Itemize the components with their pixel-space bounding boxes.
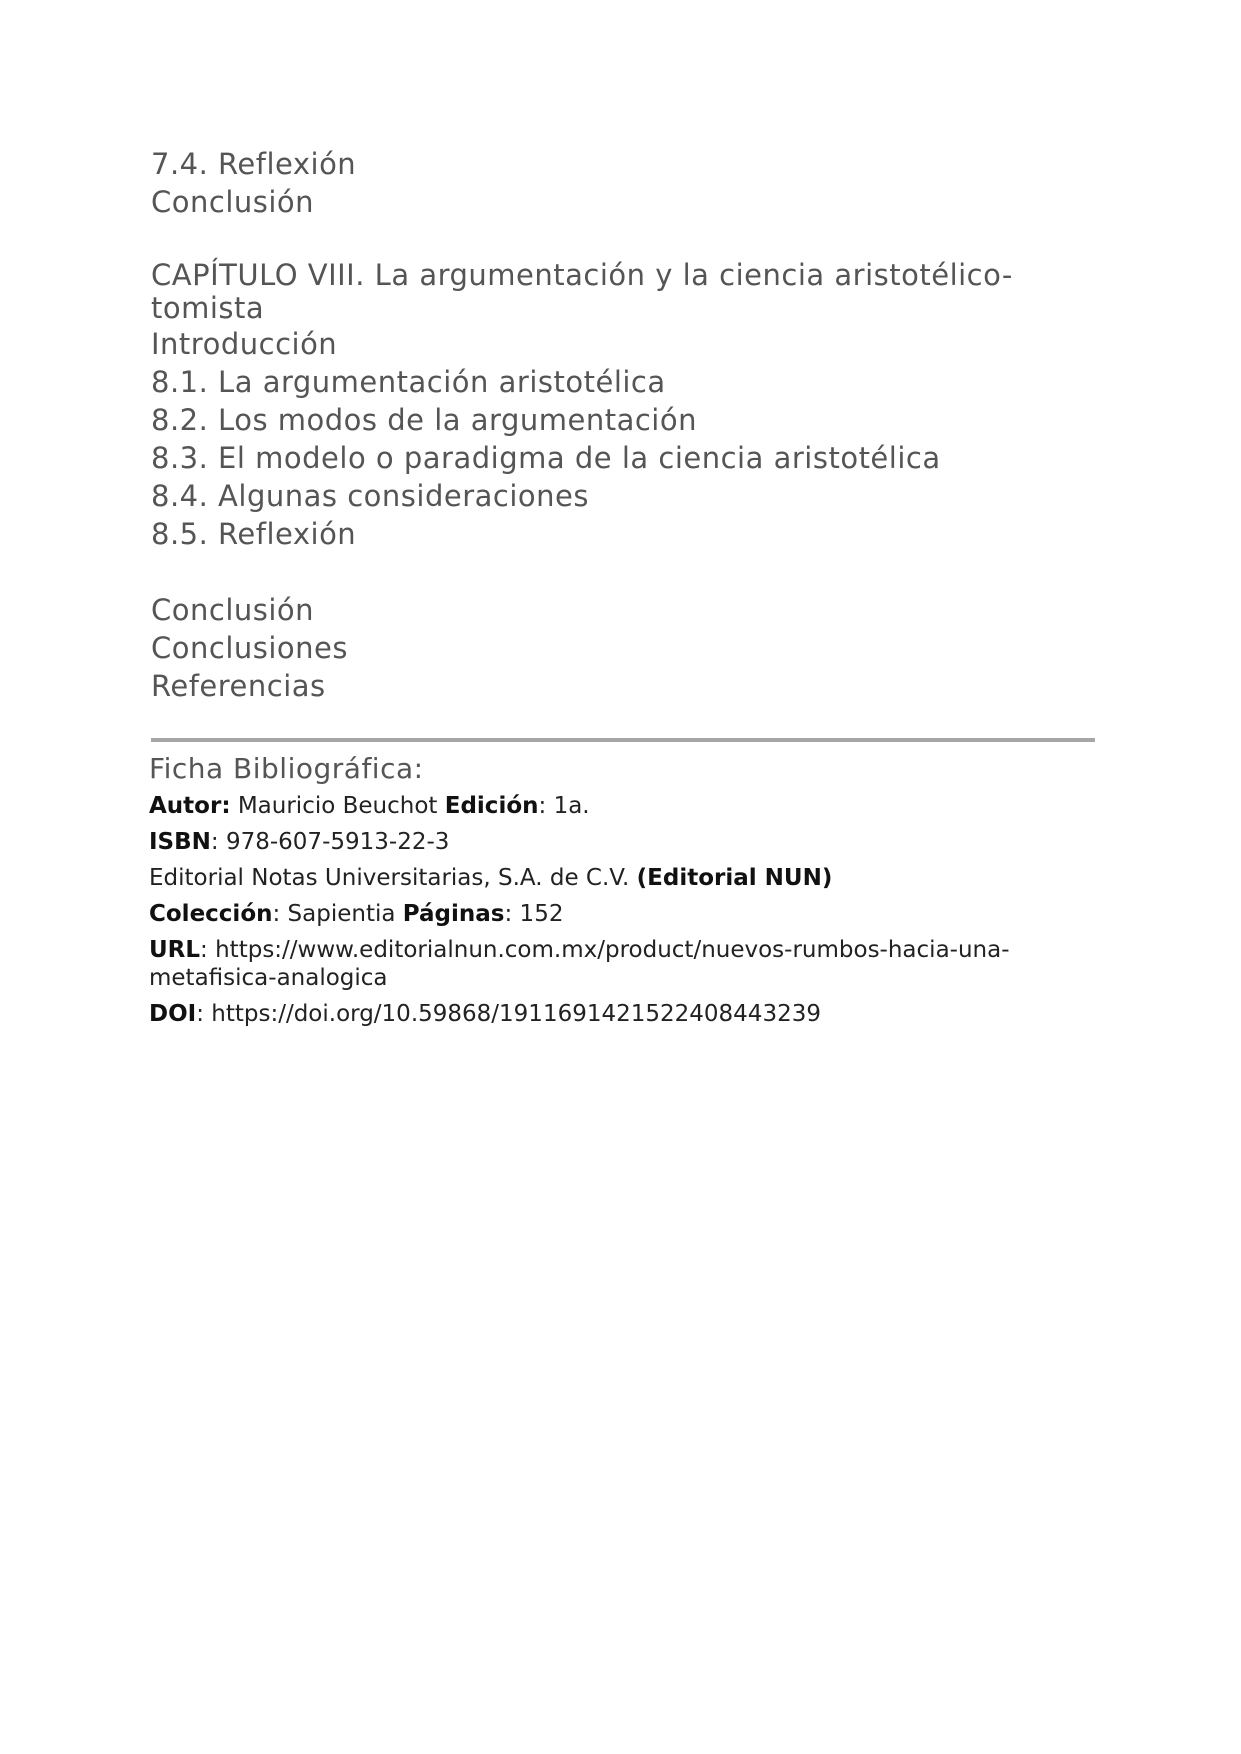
isbn-line <box>149 824 1089 860</box>
publisher-name: Editorial Notas Universitarias, S.A. de C.V. <box>149 865 637 891</box>
toc-entry: Referencias <box>151 669 326 703</box>
toc-entry: Introducción <box>151 327 338 361</box>
edition-value: : 1a. <box>538 793 590 819</box>
toc-entry: 8.2. Los modos de la argumentación <box>151 403 697 437</box>
toc-entry: Conclusión <box>151 185 315 219</box>
pages-label: Páginas <box>402 901 505 927</box>
url-label: URL <box>149 937 201 963</box>
toc-entry: 8.5. Reflexión <box>151 517 357 551</box>
toc-entry: Conclusiones <box>151 631 348 665</box>
biblio-title: Ficha Bibliográfica: <box>149 752 424 785</box>
toc-entry: Conclusión <box>151 593 315 627</box>
url-value[interactable]: : https://www.editorialnun.com.mx/product/nuevos-rumbos-hacia-una-metafisica-analogica <box>149 937 1010 991</box>
author-value: Mauricio Beuchot <box>230 793 445 819</box>
collection-pages-line <box>149 896 1089 932</box>
doi-label: DOI <box>149 1001 197 1027</box>
url-line <box>149 932 1089 996</box>
table-of-contents <box>151 145 1091 705</box>
toc-entry: 8.3. El modelo o paradigma de la ciencia aristotélica <box>151 441 941 475</box>
pages-value: : 152 <box>504 901 564 927</box>
collection-value: : Sapientia <box>272 901 403 927</box>
edition-label: Edición <box>444 793 539 819</box>
isbn-label: ISBN <box>149 829 211 855</box>
publisher-line <box>149 860 1089 896</box>
author-label: Autor: <box>149 793 231 819</box>
publisher-short-name: (Editorial NUN) <box>636 865 833 891</box>
toc-entry: 8.1. La argumentación aristotélica <box>151 365 666 399</box>
toc-entry: 7.4. Reflexión <box>151 147 357 181</box>
doi-line <box>149 996 1089 1032</box>
section-divider <box>151 738 1095 742</box>
toc-entry: 8.4. Algunas consideraciones <box>151 479 589 513</box>
doi-value[interactable]: : https://doi.org/10.59868/1911691421522408443239 <box>196 1001 821 1027</box>
chapter-title: CAPÍTULO VIII. La argumentación y la ciencia aristotélico-tomista <box>151 258 1013 325</box>
isbn-value: : 978-607-5913-22-3 <box>210 829 450 855</box>
bibliographic-record <box>149 750 1089 1032</box>
collection-label: Colección <box>149 901 273 927</box>
author-edition-line <box>149 788 1089 824</box>
